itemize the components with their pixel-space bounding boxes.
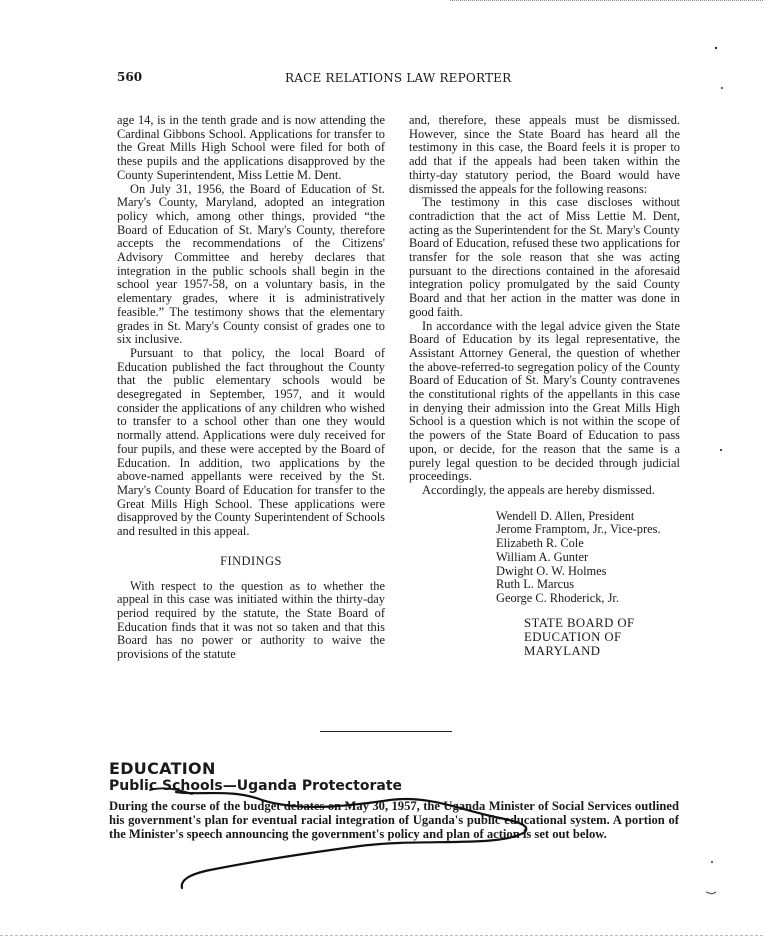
section-title: EDUCATION — [109, 759, 216, 778]
right-paragraph-1: and, therefore, these appeals must be dismissed. However, since the State Board has heard all the testimony in this case, the Board feels it is proper to add that if the appeals had been taken within the thirty-day statutory period, the Board would have dismissed the appeals for the following reasons: — [409, 113, 680, 196]
running-head: RACE RELATIONS LAW REPORTER — [285, 71, 512, 85]
signature-list — [496, 510, 680, 606]
signature-line: Jerome Framptom, Jr., Vice-pres. — [496, 522, 661, 537]
section-subtitle: Public Schools—Uganda Protectorate — [109, 778, 403, 794]
section-intro: During the course of the budget debates on May 30, 1957, the Uganda Minister of Social Services outlined his government's plan for eventual racial integration of Uganda's public educational system. A portion of the Minister's speech announcing the government's policy and plan of action is set out below. — [109, 799, 679, 842]
left-column — [117, 114, 385, 662]
signature-line: George C. Rhoderick, Jr. — [496, 590, 619, 605]
left-paragraph-2: On July 31, 1956, the Board of Education of St. Mary's County, Maryland, adopted an integration policy which, among other things, provided “the Board of Education of St. Mary's County, therefore accepts the recommendations of the Citizens' Advisory Committee and hereby declares that integration in the public schools shall begin in the school year 1957-58, on a voluntary basis, in the elementary grades, where it is administratively feasible.” The testimony shows that the elementary grades in St. Mary's County consist of grades one to six inclusive. — [117, 181, 385, 347]
signature-line: Elizabeth R. Cole — [496, 536, 584, 551]
left-paragraph-3: Pursuant to that policy, the local Board of Education published the fact throughout the County that the public elementary schools would be desegregated in September, 1957, and it would consider the applications of any children who wished to transfer to a school other than one they would normally attend. Applications were duly received for four pupils, and these were accepted by the Board of Education. In addition, two applications by the above-named appellants were received by the St. Mary's County Board of Education for transfer to the Great Mills High School. These applications were disapproved by the County Superintendent of Schools and resulted in this appeal. — [117, 345, 385, 539]
board-name-line: EDUCATION OF — [524, 629, 622, 644]
board-name-line: MARYLAND — [524, 643, 601, 658]
left-paragraph-1: age 14, is in the tenth grade and is now attending the Cardinal Gibbons School. Applications for transfer to the Great Mills High School were filed for both of these pupils and the applications disapproved by the County Superintendent, Miss Lettie M. Dent. — [117, 113, 385, 182]
findings-heading: FINDINGS — [220, 553, 282, 568]
right-paragraph-3: In accordance with the legal advice given the State Board of Education by its legal representative, the Assistant Attorney General, the question of whether the above-referred-to segregation policy of the County Board of Education of St. Mary's County contravenes the constitutional rights of the appellants in this case in denying their admission into the Great Mills High School is a question which is not within the scope of the powers of the State Board of Education to pass upon, or decide, for the reason that the same is a purely legal question to be decided through judicial proceedings. — [409, 318, 680, 484]
signature-line: William A. Gunter — [496, 549, 589, 564]
right-paragraph-4: Accordingly, the appeals are hereby dismissed. — [422, 482, 655, 497]
right-column — [409, 114, 680, 658]
left-paragraph-4: With respect to the question as to whether the appeal in this case was initiated within the thirty-day period required by the statute, the State Board of Education finds that it was not so taken and that this Board has no power or authority to waive the provisions of the statute — [117, 578, 385, 662]
board-name-block — [524, 616, 680, 658]
signature-line: Ruth L. Marcus — [496, 577, 575, 592]
education-section — [109, 760, 679, 842]
page-header — [0, 0, 763, 100]
right-paragraph-2: The testimony in this case discloses without contradiction that the act of Miss Lettie M. Dent, acting as the Superintendent for the St. Mary's County Board of Education, refused these two applications for transfer for the sole reason that she was acting pursuant to the directions contained in the aforesaid integration policy promulgated by the said County Board and that her action in the matter was done in good faith. — [409, 195, 680, 319]
signature-line: Wendell D. Allen, President — [496, 508, 635, 523]
board-name-line: STATE BOARD OF — [524, 615, 635, 630]
bottom-dashed-edge — [0, 935, 763, 937]
section-divider — [320, 731, 452, 732]
signature-line: Dwight O. W. Holmes — [496, 563, 607, 578]
page-number: 560 — [117, 70, 143, 84]
